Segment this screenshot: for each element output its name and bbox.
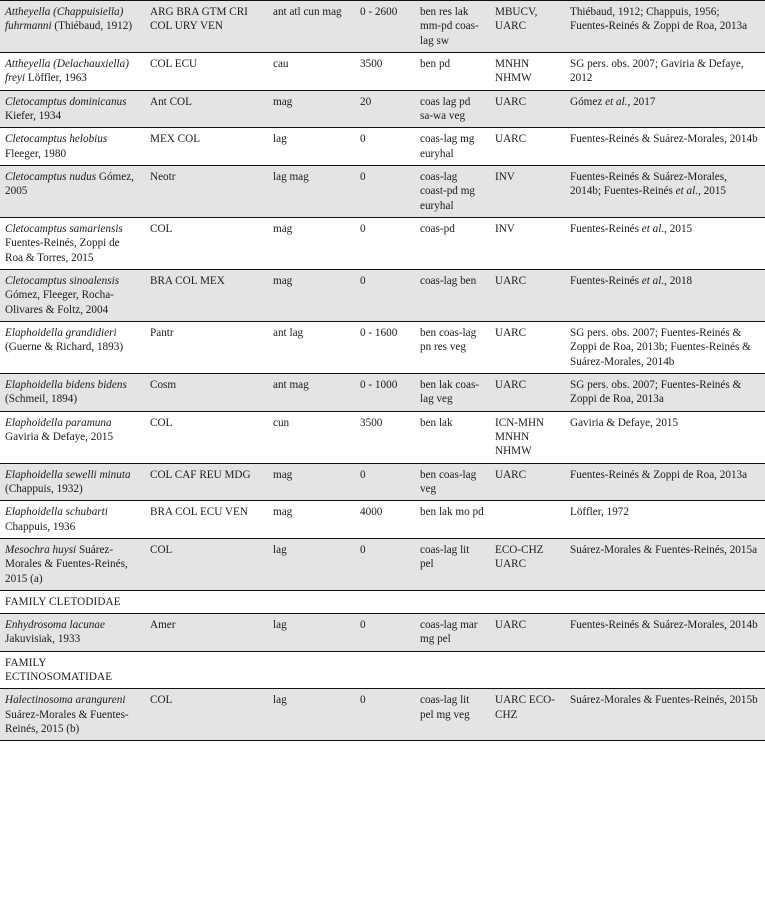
zone-cell: lag bbox=[268, 689, 355, 741]
taxon-scientific-name: Cletocamptus samariensis bbox=[5, 222, 123, 235]
taxon-scientific-name: Enhydrosoma lacunae bbox=[5, 619, 105, 632]
elevation-cell: 0 bbox=[355, 269, 415, 321]
zone-cell: ant lag bbox=[268, 321, 355, 373]
distribution-cell: COL ECU bbox=[145, 52, 268, 90]
distribution-cell: ARG BRA GTM CRI COL URY VEN bbox=[145, 1, 268, 53]
elevation-cell: 0 bbox=[355, 463, 415, 501]
taxon-name-cell bbox=[0, 538, 145, 590]
references-cell: Fuentes-Reinés et al., 2018 bbox=[565, 269, 765, 321]
distribution-cell: COL bbox=[145, 689, 268, 741]
zone-cell: lag bbox=[268, 614, 355, 652]
taxon-name-cell bbox=[0, 411, 145, 463]
habitat-cell: coas-lag coast-pd mg euryhal bbox=[415, 165, 490, 217]
collection-cell: ECO-CHZ UARC bbox=[490, 538, 565, 590]
elevation-cell: 0 bbox=[355, 689, 415, 741]
zone-cell: mag bbox=[268, 90, 355, 128]
taxon-scientific-name: Attheyella (Delachauxiella) freyi bbox=[5, 57, 129, 85]
et-al-abbreviation: et al. bbox=[641, 274, 665, 287]
habitat-cell: ben pd bbox=[415, 52, 490, 90]
et-al-abbreviation: et al. bbox=[641, 222, 665, 235]
taxon-name-cell bbox=[0, 689, 145, 741]
elevation-cell: 20 bbox=[355, 90, 415, 128]
family-heading-label: FAMILY ECTINOSOMATIDAE bbox=[5, 656, 113, 684]
collection-cell bbox=[490, 501, 565, 539]
zone-cell: mag bbox=[268, 501, 355, 539]
zone-cell: lag mag bbox=[268, 165, 355, 217]
elevation-cell: 0 - 2600 bbox=[355, 1, 415, 53]
distribution-cell: Ant COL bbox=[145, 90, 268, 128]
taxon-name-cell bbox=[0, 501, 145, 539]
table-row bbox=[0, 411, 765, 463]
references-cell: Suárez-Morales & Fuentes-Reinés, 2015a bbox=[565, 538, 765, 590]
elevation-cell bbox=[355, 590, 415, 613]
zone-cell: mag bbox=[268, 217, 355, 269]
collection-cell: UARC bbox=[490, 128, 565, 166]
references-cell bbox=[565, 590, 765, 613]
distribution-cell bbox=[145, 590, 268, 613]
elevation-cell: 0 - 1000 bbox=[355, 373, 415, 411]
taxon-authority: (Chappuis, 1932) bbox=[5, 482, 83, 495]
distribution-cell: Amer bbox=[145, 614, 268, 652]
distribution-cell: COL bbox=[145, 217, 268, 269]
collection-cell: MNHN NHMW bbox=[490, 52, 565, 90]
family-heading bbox=[0, 651, 145, 689]
table-row bbox=[0, 1, 765, 53]
taxon-authority: (Schmeil, 1894) bbox=[5, 393, 78, 406]
taxon-scientific-name: Elaphoidella paramuna bbox=[5, 416, 112, 429]
distribution-cell bbox=[145, 651, 268, 689]
table-row bbox=[0, 90, 765, 128]
taxon-name-cell bbox=[0, 1, 145, 53]
references-cell: Fuentes-Reinés & Zoppi de Roa, 2013a bbox=[565, 463, 765, 501]
elevation-cell: 0 bbox=[355, 217, 415, 269]
elevation-cell: 0 - 1600 bbox=[355, 321, 415, 373]
habitat-cell: coas-pd bbox=[415, 217, 490, 269]
distribution-cell: Cosm bbox=[145, 373, 268, 411]
collection-cell bbox=[490, 590, 565, 613]
habitat-cell: coas lag pd sa-wa veg bbox=[415, 90, 490, 128]
taxon-scientific-name: Halectinosoma arangureni bbox=[5, 694, 126, 707]
elevation-cell: 3500 bbox=[355, 411, 415, 463]
references-cell: Gómez et al., 2017 bbox=[565, 90, 765, 128]
table-row bbox=[0, 269, 765, 321]
references-cell: Fuentes-Reinés & Suárez-Morales, 2014b bbox=[565, 614, 765, 652]
taxon-authority: Gómez, 2005 bbox=[5, 170, 134, 198]
zone-cell bbox=[268, 590, 355, 613]
table-row bbox=[0, 165, 765, 217]
zone-cell: mag bbox=[268, 269, 355, 321]
taxon-name-cell bbox=[0, 128, 145, 166]
distribution-cell: Neotr bbox=[145, 165, 268, 217]
taxon-scientific-name: Mesochra huysi bbox=[5, 543, 77, 556]
habitat-cell: coas-lag ben bbox=[415, 269, 490, 321]
taxon-name-cell bbox=[0, 165, 145, 217]
collection-cell: UARC bbox=[490, 321, 565, 373]
table-row bbox=[0, 463, 765, 501]
distribution-cell: Pantr bbox=[145, 321, 268, 373]
elevation-cell: 0 bbox=[355, 538, 415, 590]
taxon-scientific-name: Cletocamptus dominicanus bbox=[5, 95, 127, 108]
taxon-scientific-name: Elaphoidella grandidieri bbox=[5, 326, 117, 339]
taxon-name-cell bbox=[0, 217, 145, 269]
taxon-name-cell bbox=[0, 52, 145, 90]
table-row bbox=[0, 373, 765, 411]
taxon-authority: Gaviria & Defaye, 2015 bbox=[5, 430, 114, 443]
collection-cell: MBUCV, UARC bbox=[490, 1, 565, 53]
taxon-name-cell bbox=[0, 614, 145, 652]
et-al-abbreviation: et al. bbox=[675, 185, 699, 198]
references-cell: Löffler, 1972 bbox=[565, 501, 765, 539]
habitat-cell: ben lak mo pd bbox=[415, 501, 490, 539]
elevation-cell: 0 bbox=[355, 128, 415, 166]
distribution-cell: BRA COL ECU VEN bbox=[145, 501, 268, 539]
references-cell: Fuentes-Reinés et al., 2015 bbox=[565, 217, 765, 269]
taxon-authority: Fuentes-Reinés, Zoppi de Roa & Torres, 2015 bbox=[5, 237, 120, 264]
zone-cell: lag bbox=[268, 128, 355, 166]
taxon-authority: Löffler, 1963 bbox=[25, 72, 87, 85]
table-row bbox=[0, 501, 765, 539]
family-heading-label: FAMILY CLETODIDAE bbox=[5, 595, 121, 608]
taxon-scientific-name: Cletocamptus helobius bbox=[5, 133, 108, 146]
collection-cell: UARC bbox=[490, 90, 565, 128]
table-row bbox=[0, 321, 765, 373]
habitat-cell: coas-lag mar mg pel bbox=[415, 614, 490, 652]
collection-cell: UARC bbox=[490, 373, 565, 411]
taxon-scientific-name: Cletocamptus nudus bbox=[5, 170, 97, 183]
distribution-cell: COL CAF REU MDG bbox=[145, 463, 268, 501]
taxon-authority: (Thiébaud, 1912) bbox=[51, 20, 133, 33]
habitat-cell: ben coas-lag veg bbox=[415, 463, 490, 501]
collection-cell bbox=[490, 651, 565, 689]
elevation-cell: 4000 bbox=[355, 501, 415, 539]
table-body bbox=[0, 1, 765, 741]
references-cell: Suárez-Morales & Fuentes-Reinés, 2015b bbox=[565, 689, 765, 741]
references-cell: Thiébaud, 1912; Chappuis, 1956; Fuentes-Reinés & Zoppi de Roa, 2013a bbox=[565, 1, 765, 53]
habitat-cell: ben coas-lag pn res veg bbox=[415, 321, 490, 373]
habitat-cell: coas-lag lit pel bbox=[415, 538, 490, 590]
references-cell: Fuentes-Reinés & Suárez-Morales, 2014b; Fuentes-Reinés et al., 2015 bbox=[565, 165, 765, 217]
habitat-cell: coas-lag lit pel mg veg bbox=[415, 689, 490, 741]
table-row bbox=[0, 128, 765, 166]
taxon-authority: Kiefer, 1934 bbox=[5, 109, 62, 122]
zone-cell: cau bbox=[268, 52, 355, 90]
collection-cell: INV bbox=[490, 217, 565, 269]
collection-cell: ICN-MHN MNHN NHMW bbox=[490, 411, 565, 463]
references-cell: SG pers. obs. 2007; Fuentes-Reinés & Zoppi de Roa, 2013b; Fuentes-Reinés & Suárez-Morales, 2014b bbox=[565, 321, 765, 373]
zone-cell: ant mag bbox=[268, 373, 355, 411]
table-row bbox=[0, 689, 765, 741]
table-row bbox=[0, 52, 765, 90]
collection-cell: UARC bbox=[490, 269, 565, 321]
taxon-authority: Gómez, Fleeger, Rocha-Olivares & Foltz, 2004 bbox=[5, 289, 114, 316]
family-heading-row bbox=[0, 590, 765, 613]
taxon-name-cell bbox=[0, 269, 145, 321]
zone-cell: lag bbox=[268, 538, 355, 590]
family-heading-row bbox=[0, 651, 765, 689]
taxon-name-cell bbox=[0, 463, 145, 501]
zone-cell: cun bbox=[268, 411, 355, 463]
references-cell: Fuentes-Reinés & Suárez-Morales, 2014b bbox=[565, 128, 765, 166]
taxon-scientific-name: Cletocamptus sinoalensis bbox=[5, 274, 120, 287]
family-heading bbox=[0, 590, 145, 613]
references-cell: SG pers. obs. 2007; Fuentes-Reinés & Zoppi de Roa, 2013a bbox=[565, 373, 765, 411]
taxon-scientific-name: Elaphoidella sewelli minuta bbox=[5, 468, 131, 481]
et-al-abbreviation: et al. bbox=[605, 95, 628, 108]
taxon-name-cell bbox=[0, 373, 145, 411]
taxon-authority: Fleeger, 1980 bbox=[5, 147, 67, 160]
habitat-cell bbox=[415, 590, 490, 613]
habitat-cell: coas-lag mg euryhal bbox=[415, 128, 490, 166]
collection-cell: UARC bbox=[490, 463, 565, 501]
collection-cell: UARC bbox=[490, 614, 565, 652]
table-row bbox=[0, 614, 765, 652]
collection-cell: UARC ECO-CHZ bbox=[490, 689, 565, 741]
table-row bbox=[0, 538, 765, 590]
taxon-scientific-name: Attheyella (Chappuisiella) fuhrmanni bbox=[5, 6, 124, 33]
distribution-cell: MEX COL bbox=[145, 128, 268, 166]
taxon-authority: Chappuis, 1936 bbox=[5, 520, 76, 533]
taxon-scientific-name: Elaphoidella bidens bidens bbox=[5, 378, 127, 391]
zone-cell: ant atl cun mag bbox=[268, 1, 355, 53]
elevation-cell: 3500 bbox=[355, 52, 415, 90]
zone-cell: mag bbox=[268, 463, 355, 501]
elevation-cell bbox=[355, 651, 415, 689]
habitat-cell: ben lak coas-lag veg bbox=[415, 373, 490, 411]
elevation-cell: 0 bbox=[355, 165, 415, 217]
taxon-authority: Suárez-Morales & Fuentes-Reinés, 2015 (a) bbox=[5, 543, 128, 585]
taxon-authority: Suárez-Morales & Fuentes-Reinés, 2015 (b) bbox=[5, 708, 129, 736]
zone-cell bbox=[268, 651, 355, 689]
taxon-authority: Jakuvisiak, 1933 bbox=[5, 633, 81, 646]
distribution-cell: COL bbox=[145, 411, 268, 463]
habitat-cell bbox=[415, 651, 490, 689]
taxon-authority: (Guerne & Richard, 1893) bbox=[5, 341, 124, 354]
taxon-name-cell bbox=[0, 321, 145, 373]
references-cell bbox=[565, 651, 765, 689]
references-cell: Gaviria & Defaye, 2015 bbox=[565, 411, 765, 463]
habitat-cell: ben res lak mm-pd coas-lag sw bbox=[415, 1, 490, 53]
table-row bbox=[0, 217, 765, 269]
distribution-cell: COL bbox=[145, 538, 268, 590]
habitat-cell: ben lak bbox=[415, 411, 490, 463]
taxon-name-cell bbox=[0, 90, 145, 128]
elevation-cell: 0 bbox=[355, 614, 415, 652]
collection-cell: INV bbox=[490, 165, 565, 217]
references-cell: SG pers. obs. 2007; Gaviria & Defaye, 2012 bbox=[565, 52, 765, 90]
distribution-cell: BRA COL MEX bbox=[145, 269, 268, 321]
taxon-scientific-name: Elaphoidella schubarti bbox=[5, 506, 108, 519]
